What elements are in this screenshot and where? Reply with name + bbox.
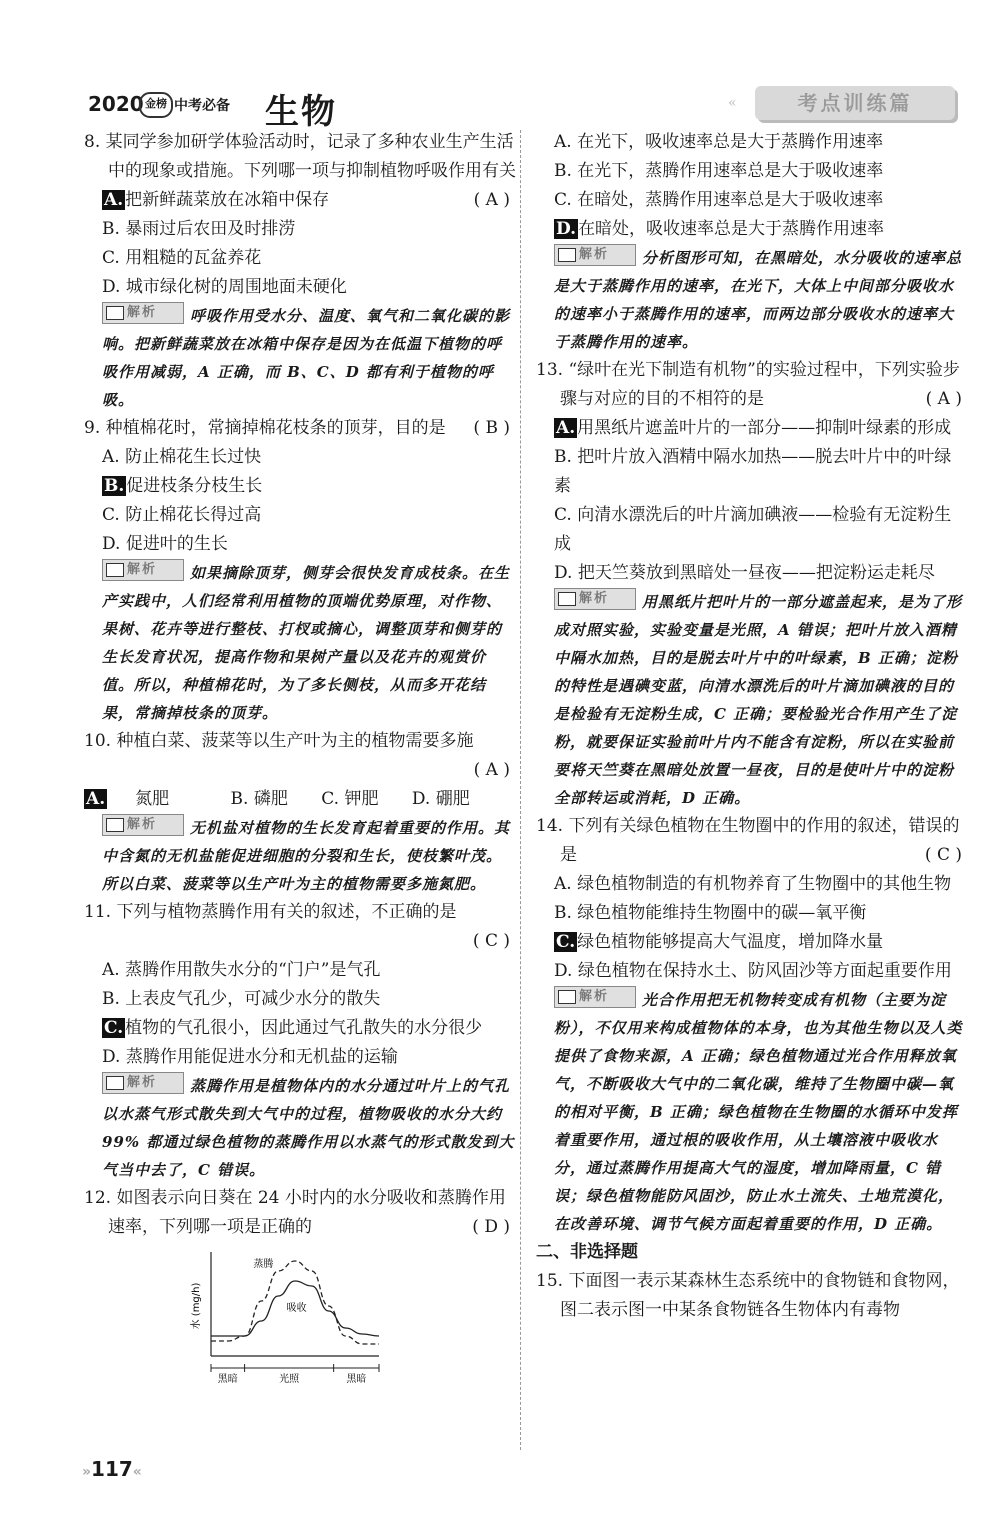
analysis-label: 解析 <box>127 562 158 577</box>
analysis-badge <box>102 559 184 581</box>
option-text: 植物的气孔很小，因此通过气孔散失的水分很少 <box>125 1018 483 1038</box>
option-a <box>84 789 197 809</box>
option-a: A. 绿色植物制造的有机物养育了生物圈中的其他生物 <box>554 874 952 894</box>
book-icon <box>106 1076 124 1090</box>
analysis-text: 光合作用把无机物转变成有机物（主要为淀粉），不仅用来构成植物体的本身，也为其他生物以及人类提供了食物来源，A 正确；绿色植物通过光合作用释放氧气，不断吸收大气中的二氧化碳，维持了生物圈中碳—氧的相对平衡，B 正确；绿色植物在生物圈的水循环中发挥着重要作用，通过根的吸收作用，从土壤溶液中吸收水分，通过蒸腾作用提高大气的湿度，增加降雨量，C 错误；绿色植物能防风固沙，防止水土流失、土地荒漠化，在改善环境、调节气候方面起着重要的作用，D 正确。 <box>554 991 963 1233</box>
book-icon <box>106 306 124 320</box>
analysis-text: 用黑纸片把叶片的一部分遮盖起来，是为了形成对照实验，实验变量是光照，A 错误；把叶片放入酒精中隔水加热，目的是脱去叶片中的叶绿素，B 正确；淀粉的特性是遇碘变蓝，向清水漂洗后的叶片滴加碘液的目的是检验有无淀粉生成，C 正确；要检验光合作用产生了淀粉，就要保证实验前叶片内不能含有淀粉，所以在实验前要将天竺葵在黑暗处放置一昼夜，目的是使叶片中的淀粉全部转运或消耗，D 正确。 <box>554 593 963 807</box>
option-b <box>84 472 516 501</box>
series-label: 蒸腾 <box>253 1259 274 1270</box>
column-divider <box>520 130 521 1450</box>
chevron-icon: « <box>728 95 737 111</box>
option-a: A. 蒸腾作用散失水分的“门户”是气孔 <box>102 960 381 980</box>
left-column <box>84 128 516 1384</box>
header-badge: 金榜 <box>139 92 173 118</box>
option-a <box>536 414 968 443</box>
y-axis-label: 水 (mg/h) <box>191 1282 202 1330</box>
analysis-badge <box>102 814 184 836</box>
option-d: D. 硼肥 <box>411 789 470 809</box>
right-column <box>536 128 968 1325</box>
option-text: 用黑纸片遮盖叶片的一部分——抑制叶绿素的形成 <box>577 418 952 438</box>
option-b: B. 磷肥 <box>230 789 288 809</box>
analysis-text: 无机盐对植物的生长发育起着重要的作用。其中含氮的无机盐能促进细胞的分裂和生长，使枝繁叶茂。所以白菜、菠菜等以生产叶为主的植物需要多施氮肥。 <box>102 819 511 893</box>
option-c <box>536 928 968 957</box>
correct-mark: A. <box>556 418 576 438</box>
answer: ( A ) <box>473 760 510 780</box>
stem-text: 8. 某同学参加研学体验活动时，记录了多种农业生产生活中的现象或措施。下列哪一项与抑制植物呼吸作用有关 <box>84 132 516 181</box>
page-number <box>82 1457 142 1481</box>
stem-text: 14. 下列有关绿色植物在生物圈中的作用的叙述，错误的是 <box>536 816 960 865</box>
question-10 <box>84 727 516 898</box>
answer: ( C ) <box>924 845 962 865</box>
question-13 <box>536 356 968 812</box>
option-d: D. 城市绿化树的周围地面未硬化 <box>102 277 347 297</box>
section-heading: 二、非选择题 <box>536 1242 638 1262</box>
series-label: 吸收 <box>286 1303 307 1314</box>
question-12 <box>84 1184 516 1384</box>
page-header <box>0 0 1000 130</box>
option-d <box>536 215 968 244</box>
analysis-text: 呼吸作用受水分、温度、氧气和二氧化碳的影响。把新鲜蔬菜放在冰箱中保存是因为在低温下植物的呼吸作用减弱，A 正确，而 B、C、D 都有利于植物的呼吸。 <box>102 307 511 409</box>
analysis <box>554 244 968 356</box>
analysis-label: 解析 <box>127 817 158 832</box>
answer: ( A ) <box>925 389 962 409</box>
analysis <box>102 302 516 414</box>
question-stem: 15. 下面图一表示某森林生态系统中的食物链和食物网，图二表示图一中某条食物链各生物体内有毒物 <box>536 1271 960 1320</box>
analysis-text: 分析图形可知，在黑暗处，水分吸收的速率总是大于蒸腾作用的速率，在光下，大体上中间部分吸收水的速率小于蒸腾作用的速率，而两边部分吸收水的速率大于蒸腾作用的速率。 <box>554 249 963 351</box>
analysis-label: 解析 <box>127 305 158 320</box>
analysis-text: 如果摘除顶芽，侧芽会很快发育成枝条。在生产实践中，人们经常利用植物的顶端优势原理，对作物、果树、花卉等进行整枝、打杈或摘心，调整顶芽和侧芽的生长发育状况，提高作物和果树产量以及花卉的观赏价值。所以，种植棉花时，为了多长侧枝，从而多开花结果，常摘掉枝条的顶芽。 <box>102 564 511 722</box>
analysis-badge <box>102 302 184 324</box>
option-b: B. 绿色植物能维持生物圈中的碳—氧平衡 <box>554 903 867 923</box>
book-icon <box>558 990 576 1004</box>
analysis-badge <box>102 1072 184 1094</box>
option-b: B. 暴雨过后农田及时排涝 <box>102 219 296 239</box>
options-row <box>84 785 516 814</box>
option-b: B. 在光下，蒸腾作用速率总是大于吸收速率 <box>554 161 884 181</box>
option-a <box>84 186 516 215</box>
analysis <box>554 588 968 812</box>
question-stem: 10. 种植白菜、菠菜等以生产叶为主的植物需要多施 <box>84 731 474 751</box>
option-c <box>84 1014 516 1043</box>
book-icon <box>106 818 124 832</box>
stem-text: 9. 种植棉花时，常摘掉棉花枝条的顶芽，目的是 <box>84 418 446 438</box>
analysis <box>102 814 516 898</box>
option-d: D. 蒸腾作用能促进水分和无机盐的运输 <box>102 1047 398 1067</box>
header-year: 2020 <box>88 92 144 116</box>
analysis-label: 解析 <box>579 247 610 262</box>
question-15 <box>536 1267 968 1325</box>
question-9 <box>84 414 516 727</box>
header-exam-label: 中考必备 <box>174 98 230 114</box>
book-icon <box>558 248 576 262</box>
option-a: A. 防止棉花生长过快 <box>102 447 262 467</box>
segment-label: 黑暗 <box>217 1374 238 1384</box>
question-stem <box>84 414 516 443</box>
question-11 <box>84 898 516 1184</box>
correct-mark: D. <box>556 219 577 239</box>
option-c: C. 在暗处，蒸腾作用速率总是大于吸收速率 <box>554 190 884 210</box>
analysis <box>554 986 968 1238</box>
correct-mark: B. <box>104 476 125 496</box>
chevron-icon: « <box>132 1464 142 1480</box>
section-tag-text: 考点训练篇 <box>797 91 913 115</box>
option-text: 把新鲜蔬菜放在冰箱中保存 <box>125 190 330 210</box>
option-text: 氮肥 <box>135 789 170 809</box>
correct-mark: A. <box>104 190 124 210</box>
correct-mark: A. <box>86 789 106 809</box>
option-text: 促进枝条分枝生长 <box>126 476 263 496</box>
option-d: D. 促进叶的生长 <box>102 534 228 554</box>
question-stem <box>536 812 968 870</box>
option-c: C. 钾肥 <box>321 789 379 809</box>
option-d: D. 绿色植物在保持水土、防风固沙等方面起重要作用 <box>554 961 952 981</box>
analysis-label: 解析 <box>127 1075 158 1090</box>
analysis-badge <box>554 244 636 266</box>
option-d: D. 把天竺葵放到黑暗处一昼夜——把淀粉运走耗尽 <box>554 563 935 583</box>
analysis-badge <box>554 986 636 1008</box>
question-stem <box>536 356 968 414</box>
book-icon <box>106 563 124 577</box>
analysis-badge <box>554 588 636 610</box>
stem-text: 12. 如图表示向日葵在 24 小时内的水分吸收和蒸腾作用速率，下列哪一项是正确的 <box>84 1188 506 1237</box>
correct-mark: C. <box>104 1018 124 1038</box>
question-8 <box>84 128 516 414</box>
answer: ( C ) <box>472 931 510 951</box>
option-b: B. 上表皮气孔少，可减少水分的散失 <box>102 989 381 1009</box>
question-stem <box>84 1184 516 1242</box>
page-number-text: 117 <box>91 1457 133 1481</box>
question-12-options <box>536 128 968 356</box>
segment-label: 黑暗 <box>346 1374 367 1384</box>
option-c: C. 向清水漂洗后的叶片滴加碘液——检验有无淀粉生成 <box>554 505 952 554</box>
correct-mark: C. <box>556 932 576 952</box>
answer: ( D ) <box>472 1217 510 1237</box>
option-b: B. 把叶片放入酒精中隔水加热——脱去叶片中的叶绿素 <box>554 447 952 496</box>
answer: ( A ) <box>473 190 510 210</box>
question-14 <box>536 812 968 1238</box>
analysis-text: 蒸腾作用是植物体内的水分通过叶片上的气孔以水蒸气形式散失到大气中的过程，植物吸收的水分大约 99% 都通过绿色植物的蒸腾作用以水蒸气的形式散发到大气当中去了，C 错误。 <box>102 1077 515 1179</box>
chevron-icon: » <box>82 1464 92 1480</box>
stem-text: 13. “绿叶在光下制造有机物”的实验过程中，下列实验步骤与对应的目的不相符的是 <box>536 360 960 409</box>
option-c: C. 用粗糙的瓦盆养花 <box>102 248 262 268</box>
segment-label: 光照 <box>279 1374 300 1384</box>
option-a: A. 在光下，吸收速率总是大于蒸腾作用速率 <box>554 132 884 152</box>
water-rate-chart <box>189 1246 389 1384</box>
answer: ( B ) <box>473 418 510 438</box>
option-text: 在暗处，吸收速率总是大于蒸腾作用速率 <box>578 219 885 239</box>
analysis <box>102 1072 516 1184</box>
option-c: C. 防止棉花长得过高 <box>102 505 262 525</box>
analysis-label: 解析 <box>579 989 610 1004</box>
question-stem: 11. 下列与植物蒸腾作用有关的叙述，不正确的是 <box>84 902 457 922</box>
analysis <box>102 559 516 727</box>
analysis-label: 解析 <box>579 591 610 606</box>
section-tag <box>755 86 955 120</box>
option-text: 绿色植物能够提高大气温度，增加降水量 <box>577 932 884 952</box>
header-subject: 生物 <box>265 92 337 132</box>
book-icon <box>558 592 576 606</box>
